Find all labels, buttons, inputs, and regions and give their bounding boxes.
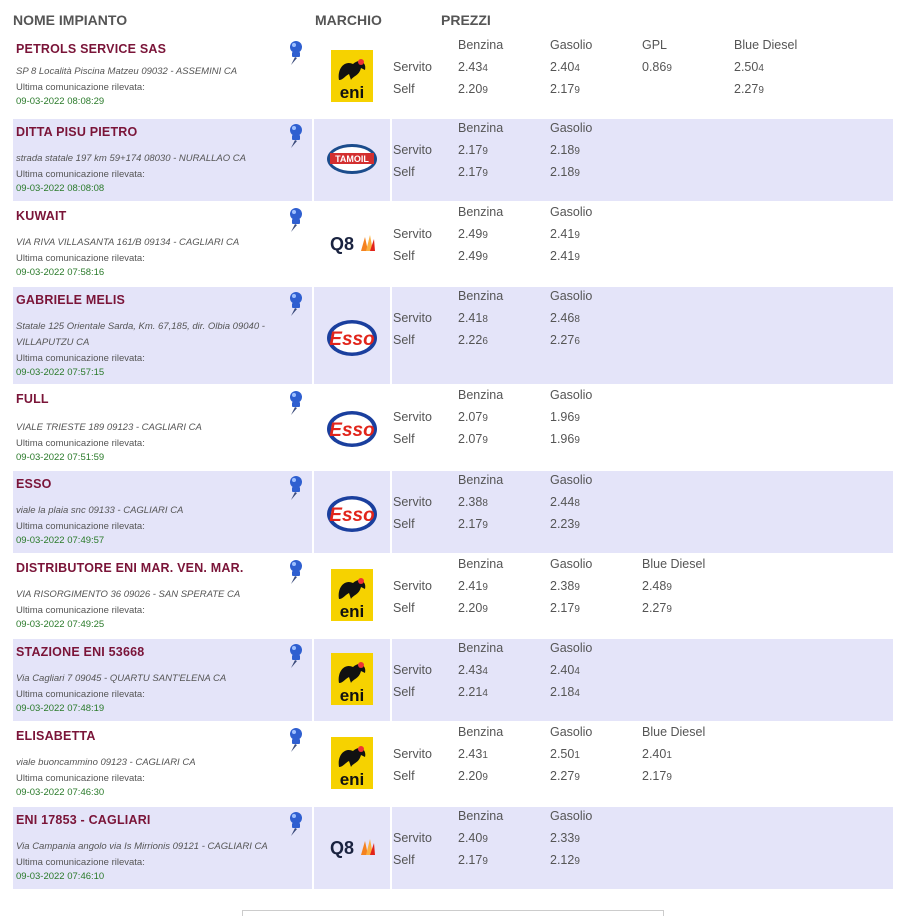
fuel-type-header: Gasolio (550, 473, 593, 487)
eni-logo (331, 737, 373, 789)
station-name-cell (13, 36, 312, 117)
station-name[interactable]: ENI 17853 - CAGLIARI (16, 813, 151, 827)
svg-text:eni: eni (339, 83, 365, 102)
last-update-label: Ultima comunicazione rilevata: (16, 773, 145, 784)
price-self: 2.209 (458, 769, 488, 783)
q8-logo (328, 835, 376, 859)
price-servito: 2.431 (458, 747, 488, 761)
station-name[interactable]: ELISABETTA (16, 729, 96, 743)
station-address: VIA RIVA VILLASANTA 161/B 09134 - CAGLIARI CA (16, 237, 240, 248)
price-servito: 0.869 (642, 60, 672, 74)
last-update-label: Ultima comunicazione rilevata: (16, 521, 145, 532)
self-label: Self (393, 249, 415, 263)
price-servito: 2.189 (550, 143, 580, 157)
fuel-type-header: Benzina (458, 473, 504, 487)
header-prezzi: PREZZI (441, 12, 491, 28)
brand-cell (314, 203, 390, 285)
price-self: 2.129 (550, 853, 580, 867)
svg-text:Q8: Q8 (330, 838, 355, 858)
prices-cell (392, 723, 893, 805)
station-row (13, 386, 893, 469)
servito-label: Servito (393, 831, 432, 845)
map-pin-icon[interactable] (285, 475, 305, 501)
fuel-type-header: Gasolio (550, 121, 593, 135)
fuel-type-header: Gasolio (550, 557, 593, 571)
station-name-cell (13, 203, 312, 285)
last-update-label: Ultima comunicazione rilevata: (16, 169, 145, 180)
station-name-cell (13, 287, 312, 384)
last-update-timestamp: 09-03-2022 07:49:57 (16, 535, 105, 546)
brand-cell (314, 723, 390, 805)
svg-text:eni: eni (339, 686, 365, 705)
price-self: 2.179 (458, 517, 488, 531)
fuel-type-header: Gasolio (550, 289, 593, 303)
price-servito: 2.489 (642, 579, 672, 593)
fuel-type-header: Gasolio (550, 641, 593, 655)
price-self: 2.419 (550, 249, 580, 263)
price-servito: 2.409 (458, 831, 488, 845)
station-address: Via Campania angolo via Is Mirrionis 09121 - CAGLIARI CA (16, 841, 268, 852)
fuel-type-header: GPL (642, 38, 668, 52)
last-update-label: Ultima comunicazione rilevata: (16, 857, 145, 868)
self-label: Self (393, 333, 415, 347)
last-update-timestamp: 09-03-2022 07:51:59 (16, 452, 105, 463)
fuel-type-header: Benzina (458, 809, 504, 823)
station-row (13, 203, 893, 285)
station-name[interactable]: FULL (16, 392, 49, 406)
prices-cell (392, 119, 893, 201)
brand-cell (314, 287, 390, 384)
station-address: VIALE TRIESTE 189 09123 - CAGLIARI CA (16, 422, 202, 433)
station-row (13, 119, 893, 201)
fuel-type-header: Gasolio (550, 205, 593, 219)
station-address: viale buoncammino 09123 - CAGLIARI CA (16, 757, 196, 768)
servito-label: Servito (393, 311, 432, 325)
map-pin-icon[interactable] (285, 559, 305, 585)
map-pin-icon[interactable] (285, 291, 305, 317)
fuel-type-header: Gasolio (550, 809, 593, 823)
price-self: 2.279 (550, 769, 580, 783)
pagination[interactable] (242, 910, 664, 916)
station-name-cell (13, 386, 312, 469)
price-self: 2.209 (458, 82, 488, 96)
brand-cell (314, 639, 390, 721)
brand-cell (314, 555, 390, 637)
price-self: 2.239 (550, 517, 580, 531)
fuel-type-header: Benzina (458, 121, 504, 135)
station-name[interactable]: GABRIELE MELIS (16, 293, 126, 307)
price-servito: 2.434 (458, 663, 488, 677)
svg-text:eni: eni (339, 770, 365, 789)
price-servito: 2.434 (458, 60, 488, 74)
station-address: SP 8 Località Piscina Matzeu 09032 - ASSEMINI CA (16, 66, 238, 77)
esso-logo (326, 410, 378, 448)
last-update-timestamp: 09-03-2022 07:58:16 (16, 267, 105, 278)
last-update-label: Ultima comunicazione rilevata: (16, 353, 145, 364)
price-servito: 2.404 (550, 663, 580, 677)
servito-label: Servito (393, 227, 432, 241)
eni-logo (331, 569, 373, 621)
eni-logo (331, 653, 373, 705)
self-label: Self (393, 685, 415, 699)
brand-cell (314, 471, 390, 553)
price-self: 2.499 (458, 249, 488, 263)
svg-text:Esso: Esso (329, 505, 375, 526)
fuel-type-header: Gasolio (550, 725, 593, 739)
price-self: 2.279 (734, 82, 764, 96)
servito-label: Servito (393, 495, 432, 509)
station-address: Statale 125 Orientale Sarda, Km. 67,185, dir. Olbia 09040 - VILLAPUTZU CA (16, 321, 265, 348)
price-servito: 2.179 (458, 143, 488, 157)
servito-label: Servito (393, 747, 432, 761)
self-label: Self (393, 82, 415, 96)
fuel-type-header: Blue Diesel (642, 725, 706, 739)
svg-text:Esso: Esso (329, 329, 375, 350)
prices-cell (392, 287, 893, 384)
servito-label: Servito (393, 579, 432, 593)
price-self: 2.079 (458, 432, 488, 446)
last-update-timestamp: 09-03-2022 08:08:08 (16, 183, 105, 194)
price-servito: 2.468 (550, 311, 580, 325)
prices-cell (392, 555, 893, 637)
station-name-cell (13, 471, 312, 553)
fuel-type-header: Benzina (458, 205, 504, 219)
price-servito: 2.404 (550, 60, 580, 74)
fuel-type-header: Benzina (458, 388, 504, 402)
price-servito: 2.401 (642, 747, 672, 761)
fuel-type-header: Benzina (458, 641, 504, 655)
last-update-label: Ultima comunicazione rilevata: (16, 82, 145, 93)
svg-text:Q8: Q8 (330, 234, 355, 254)
station-name[interactable]: ESSO (16, 477, 52, 491)
price-servito: 2.079 (458, 410, 488, 424)
station-row (13, 36, 893, 117)
header-marchio: MARCHIO (315, 12, 382, 28)
brand-cell (314, 386, 390, 469)
last-update-timestamp: 09-03-2022 07:46:30 (16, 787, 105, 798)
station-name-cell (13, 639, 312, 721)
station-row (13, 807, 893, 889)
servito-label: Servito (393, 410, 432, 424)
station-name[interactable]: STAZIONE ENI 53668 (16, 645, 145, 659)
price-servito: 2.501 (550, 747, 580, 761)
self-label: Self (393, 432, 415, 446)
fuel-type-header: Gasolio (550, 38, 593, 52)
brand-cell (314, 36, 390, 117)
price-servito: 2.418 (458, 311, 488, 325)
price-self: 2.179 (642, 769, 672, 783)
map-pin-icon[interactable] (285, 643, 305, 669)
station-address: viale la plaia snc 09133 - CAGLIARI CA (16, 505, 184, 516)
station-name-cell (13, 807, 312, 889)
price-self: 2.179 (458, 853, 488, 867)
fuel-type-header: Blue Diesel (734, 38, 798, 52)
price-servito: 2.339 (550, 831, 580, 845)
station-name-cell (13, 555, 312, 637)
header-nome-impianto: NOME IMPIANTO (13, 12, 128, 28)
map-pin-icon[interactable] (285, 727, 305, 753)
fuel-type-header: Benzina (458, 38, 504, 52)
last-update-timestamp: 09-03-2022 07:49:25 (16, 619, 105, 630)
servito-label: Servito (393, 143, 432, 157)
map-pin-icon[interactable] (285, 390, 305, 416)
price-servito: 1.969 (550, 410, 580, 424)
servito-label: Servito (393, 60, 432, 74)
last-update-label: Ultima comunicazione rilevata: (16, 605, 145, 616)
price-servito: 2.389 (550, 579, 580, 593)
station-name-cell (13, 119, 312, 201)
q8-logo (328, 231, 376, 255)
price-self: 2.184 (550, 685, 580, 699)
map-pin-icon[interactable] (285, 207, 305, 233)
esso-logo (326, 319, 378, 357)
map-pin-icon[interactable] (285, 40, 305, 66)
prices-cell (392, 471, 893, 553)
price-self: 2.179 (550, 601, 580, 615)
fuel-type-header: Blue Diesel (642, 557, 706, 571)
station-row (13, 723, 893, 805)
last-update-timestamp: 09-03-2022 07:46:10 (16, 871, 105, 882)
station-row (13, 639, 893, 721)
fuel-type-header: Benzina (458, 725, 504, 739)
brand-cell (314, 119, 390, 201)
station-row (13, 555, 893, 637)
fuel-type-header: Benzina (458, 557, 504, 571)
price-self: 2.189 (550, 165, 580, 179)
servito-label: Servito (393, 663, 432, 677)
svg-text:Esso: Esso (329, 420, 375, 441)
station-name[interactable]: DITTA PISU PIETRO (16, 125, 138, 139)
esso-logo (326, 495, 378, 533)
prices-cell (392, 807, 893, 889)
station-address: Via Cagliari 7 09045 - QUARTU SANT'ELENA CA (16, 673, 227, 684)
self-label: Self (393, 165, 415, 179)
price-self: 2.209 (458, 601, 488, 615)
map-pin-icon[interactable] (285, 123, 305, 149)
station-name[interactable]: KUWAIT (16, 209, 67, 223)
price-servito: 2.448 (550, 495, 580, 509)
price-servito: 2.504 (734, 60, 764, 74)
svg-text:eni: eni (339, 602, 365, 621)
self-label: Self (393, 769, 415, 783)
tamoil-logo (326, 143, 378, 175)
map-pin-icon[interactable] (285, 811, 305, 837)
prices-cell (392, 639, 893, 721)
eni-logo (331, 50, 373, 102)
price-self: 2.214 (458, 685, 488, 699)
self-label: Self (393, 853, 415, 867)
last-update-timestamp: 09-03-2022 07:48:19 (16, 703, 105, 714)
station-address: VIA RISORGIMENTO 36 09026 - SAN SPERATE CA (16, 589, 241, 600)
station-row (13, 471, 893, 553)
station-name[interactable]: PETROLS SERVICE SAS (16, 42, 167, 56)
price-self: 1.969 (550, 432, 580, 446)
price-self: 2.276 (550, 333, 580, 347)
self-label: Self (393, 601, 415, 615)
self-label: Self (393, 517, 415, 531)
station-name[interactable]: DISTRIBUTORE ENI MAR. VEN. MAR. (16, 561, 244, 575)
price-servito: 2.419 (550, 227, 580, 241)
last-update-timestamp: 09-03-2022 07:57:15 (16, 367, 105, 378)
station-name-cell (13, 723, 312, 805)
price-servito: 2.419 (458, 579, 488, 593)
prices-cell (392, 36, 893, 117)
last-update-label: Ultima comunicazione rilevata: (16, 253, 145, 264)
price-servito: 2.499 (458, 227, 488, 241)
price-self: 2.226 (458, 333, 488, 347)
price-self: 2.179 (550, 82, 580, 96)
last-update-timestamp: 09-03-2022 08:08:29 (16, 96, 105, 107)
fuel-type-header: Benzina (458, 289, 504, 303)
price-self: 2.179 (458, 165, 488, 179)
station-row (13, 287, 893, 384)
svg-text:TAMOIL: TAMOIL (335, 154, 369, 164)
fuel-type-header: Gasolio (550, 388, 593, 402)
brand-cell (314, 807, 390, 889)
prices-cell (392, 386, 893, 469)
station-address: strada statale 197 km 59+174 08030 - NURALLAO CA (16, 153, 246, 164)
prices-cell (392, 203, 893, 285)
last-update-label: Ultima comunicazione rilevata: (16, 689, 145, 700)
price-servito: 2.388 (458, 495, 488, 509)
price-self: 2.279 (642, 601, 672, 615)
last-update-label: Ultima comunicazione rilevata: (16, 438, 145, 449)
